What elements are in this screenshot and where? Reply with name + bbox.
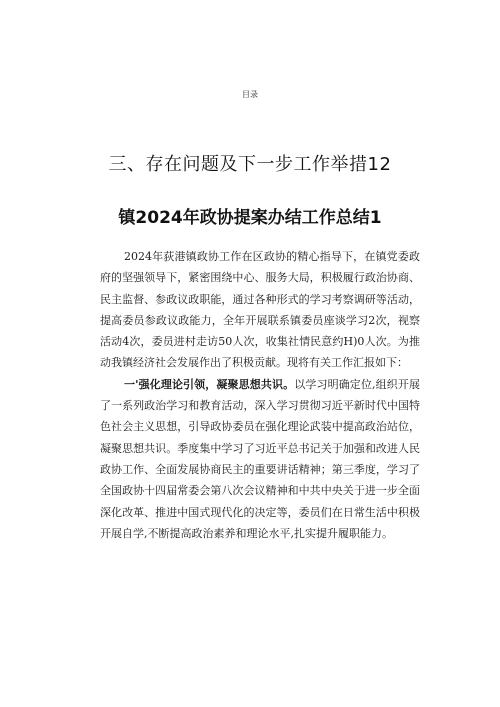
document-title: 镇2024年政协提案办结工作总结1 [118,208,382,228]
toc-heading: 目录 [242,90,258,99]
paragraph-intro: 2024年荻港镇政协工作在区政协的精心指导下，在镇党委政府的坚强领导下，紧密围绕中心、服务大局，积极履行政治协商、民主监督、参政议政职能，通过各种形式的学习考察调研等活动，提高委员参政议政能力，全年开展联系镇委员座谈学习2次，视察活动4次，委员进村走访50人次，收集社情民意约H)0人次。为推动我镇经济社会发展作出了积极贡献。现将有关工作汇报如下： [100,250,420,370]
document-body [100,246,420,544]
paragraph-body: 以学习明确定位,组织开展了一系列政治学习和教育活动，深入学习贯彻习近平新时代中国特色社会主义思想，引导政协委员在强化理论武装中提高政治站位，凝聚思想共识。季度集中学习了习近平总书记关于加强和改进人民政协工作、全面发展协商民主的重要讲话精神；第三季度，学习了全国政协十四届常委会第八次会议精神和中共中央关于进一步全面深化改革、推进中国式现代化的决定等，委员们在日常生活中积极开展自学,不断提高政治素养和理论水平,扎实提升履职能力。 [100,377,420,540]
paragraph-section-1 [100,374,420,544]
toc-entry[interactable]: 三、存在问题及下一步工作举措12 [108,154,392,175]
paragraph-lead: 一'强化理论引领，凝聚思想共识。 [124,377,295,391]
